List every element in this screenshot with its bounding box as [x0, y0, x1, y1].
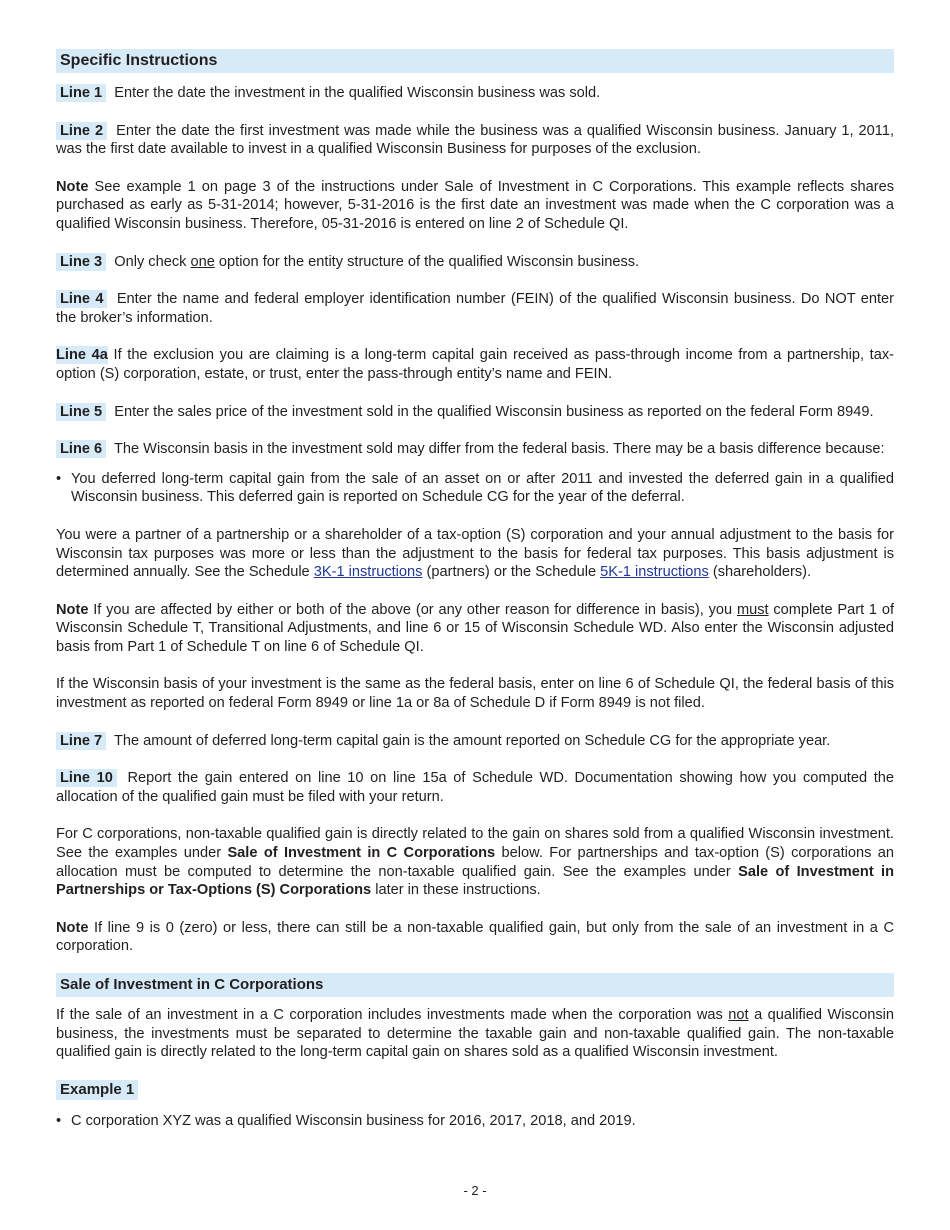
note1-tag: Note [56, 178, 89, 195]
partner-pre: You were a partner of a partnership or a shareholder of a tax-option (S) corporation and your annual adjustment to the basis for Wisconsin tax purposes was more or less than the adjustment to the basis for federal tax purposes. This basis adjustment is determined annually. See the Schedule [56, 526, 894, 581]
line10-paragraph [56, 769, 894, 806]
partner-paragraph [56, 526, 894, 582]
line4a-text: If the exclusion you are claiming is a long-term capital gain received as pass-through income from a partnership, tax-option (S) corporation, estate, or trust, enter the pass-through entity’s name and FEIN. [56, 347, 894, 382]
line1-tag: Line 1 [56, 84, 106, 102]
line6-tag: Line 6 [56, 440, 106, 458]
note3-paragraph [56, 919, 894, 956]
line4a-paragraph [56, 346, 894, 383]
line1-paragraph [56, 84, 894, 103]
c-corp-mid: below. For partnerships and tax-option (S) corporations an allocation must be computed to determine the non-taxable qualified gain. See the examples under [56, 845, 894, 880]
sale-paragraph [56, 1006, 894, 1062]
example-bullet: • C corporation XYZ was a qualified Wisconsin business for 2016, 2017, 2018, and 2019. [56, 1112, 894, 1131]
basis-bullet: • You deferred long-term capital gain from the sale of an asset on or after 2011 and invested the deferred gain in a qualified Wisconsin business. This deferred gain is reported on Schedule CG for the year of the deferral. [56, 470, 894, 507]
line1-text: Enter the date the investment in the qualified Wisconsin business was sold. [114, 85, 601, 101]
line2-tag: Line 2 [56, 122, 107, 140]
sale-pre: If the sale of an investment in a C corporation includes investments made when the corporation was [56, 1007, 723, 1023]
same-basis-paragraph: If the Wisconsin basis of your investment is the same as the federal basis, enter on line 6 of Schedule QI, the federal basis of this investment as reported on federal Form 8949 or line 1a or 8a of Schedule D if Form 8949 is not filed. [56, 676, 894, 712]
line6-text: The Wisconsin basis in the investment sold may differ from the federal basis. There may be a basis difference because: [113, 441, 885, 458]
line4-paragraph [56, 290, 894, 327]
line4-text: Enter the name and federal employer identification number (FEIN) of the qualified Wisconsin business. Do NOT enter the broker’s information. [56, 291, 895, 326]
line7-paragraph [56, 732, 894, 751]
example1-row [56, 1080, 894, 1101]
line10-text: Report the gain entered on line 10 on line 15a of Schedule WD. Documentation showing how you computed the allocation of the qualified gain must be filed with your return. [56, 770, 894, 805]
note2-post: complete Part 1 of Wisconsin Schedule T, Transitional Adjustments, and line 6 or 15 of Wisconsin Schedule WD. Also enter the Wisconsin adjusted basis from Part 1 of Schedule T on line 6 of Schedule QI. [56, 601, 894, 655]
line4a-tag: Line 4a [56, 347, 108, 364]
sale-underline: not [728, 1007, 749, 1023]
line3-pre: Only check [114, 253, 187, 270]
note1-text: See example 1 on page 3 of the instructions under Sale of Investment in C Corporations. This example reflects shares purchased as early as 5-31-2014; however, 5-31-2016 is the first date an investment was made when the C corporation was a qualified Wisconsin business. Therefore, 05-31-2016 is entered on line 2 of Schedule QI. [56, 178, 895, 232]
line3-paragraph [56, 253, 894, 272]
note2-underline: must [736, 601, 769, 618]
5k1-instructions-link[interactable]: 5K-1 instructions [600, 564, 709, 581]
section-header-sale-c-corp: Sale of Investment in C Corporations [56, 973, 894, 997]
line3-underline: one [190, 253, 215, 270]
note3-tag: Note [56, 919, 89, 936]
note3-text: If line 9 is 0 (zero) or less, there can still be a non-taxable qualified gain, but only from the sale of an investment in a C corporation. [56, 919, 894, 955]
line10-tag: Line 10 [56, 769, 117, 787]
note2-tag: Note [56, 601, 89, 618]
line7-tag: Line 7 [56, 732, 106, 750]
line3-tag: Line 3 [56, 253, 106, 271]
line5-paragraph [56, 403, 894, 422]
line4-tag: Line 4 [56, 290, 107, 308]
partner-post: (shareholders). [712, 564, 812, 581]
note2-paragraph [56, 601, 894, 657]
section-header-specific-instructions: Specific Instructions [56, 49, 894, 73]
sale-post: a qualified Wisconsin business, the investments must be separated to determine the taxable gain and non-taxable qualified gain. The non-taxable qualified gain is directly related to the long-term capital gain on shares sold as a qualified Wisconsin investment. [56, 1007, 895, 1061]
line7-text: The amount of deferred long-term capital gain is the amount reported on Schedule CG for the appropriate year. [113, 732, 831, 749]
c-corp-bold2: Sale of Investment in Partnerships or Tax-Options (S) Corporations [56, 863, 894, 899]
c-corp-bold1: Sale of Investment in C Corporations [227, 845, 496, 862]
3k1-instructions-link[interactable]: 3K-1 instructions [313, 564, 423, 581]
instructions-page [56, 49, 894, 1131]
c-corp-pre: For C corporations, non-taxable qualified gain is directly related to the gain on shares sold from a qualified Wisconsin investment. See the examples under [56, 826, 894, 862]
c-corp-post: later in these instructions. [375, 882, 541, 899]
c-corp-paragraph [56, 825, 894, 899]
example1-tag: Example 1 [56, 1080, 138, 1101]
line6-paragraph [56, 440, 894, 459]
partner-mid: (partners) or the Schedule [426, 564, 597, 581]
page-number: - 2 - [463, 1183, 487, 1198]
line2-text: Enter the date the first investment was made while the business was a qualified Wisconsin business. January 1, 2011, was the first date available to invest in a qualified Wisconsin Business for purposes of the exclusion. [56, 122, 894, 158]
note2-pre: If you are affected by either or both of the above (or any other reason for difference in basis), you [93, 601, 733, 618]
line5-text: Enter the sales price of the investment sold in the qualified Wisconsin business as reported on the federal Form 8949. [114, 403, 874, 420]
line2-paragraph [56, 122, 894, 159]
line5-tag: Line 5 [56, 403, 106, 421]
note1-paragraph [56, 178, 894, 234]
line3-post: option for the entity structure of the qualified Wisconsin business. [218, 253, 640, 270]
